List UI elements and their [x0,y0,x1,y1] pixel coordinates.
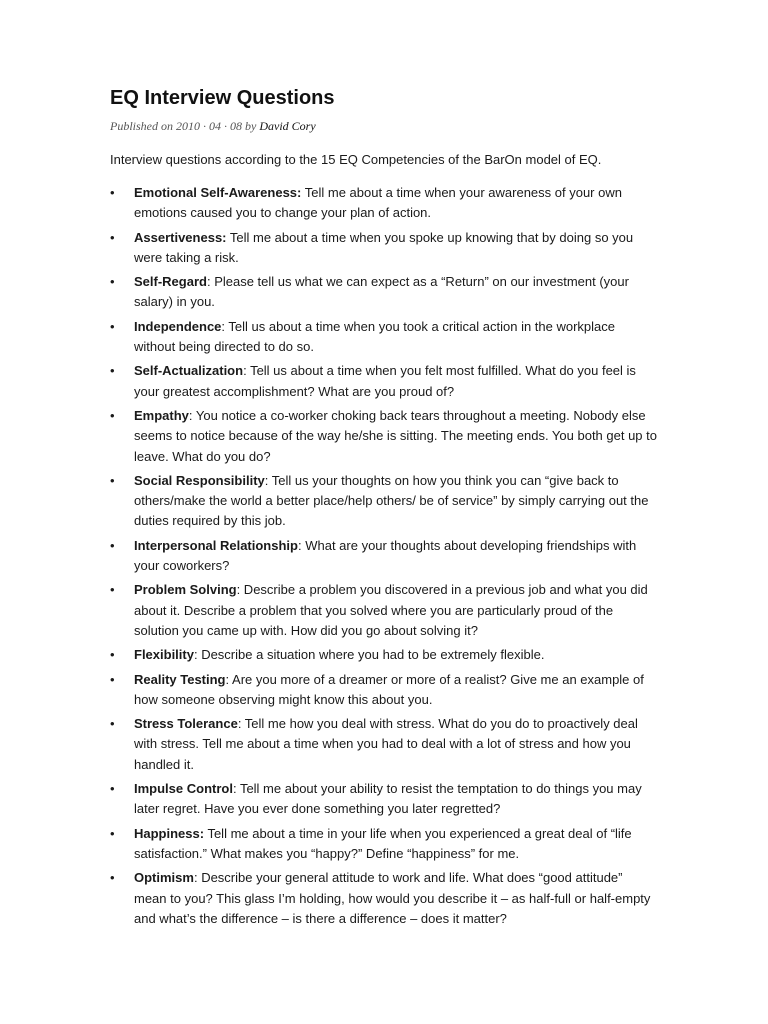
question-list [110,183,658,929]
question-text: : Tell us about a time when you felt most fulfilled. What do you feel is your greatest accomplishment? What are you proud of? [134,363,636,399]
competency-term: Social Responsibility [134,472,265,488]
bullet-icon: • [110,185,115,200]
question-item [110,183,658,224]
bullet-icon: • [110,825,115,841]
question-item [110,714,658,775]
bullet-icon: • [110,716,115,732]
question-item [110,536,658,577]
question-text: : Tell me about your ability to resist the temptation to do things you may later regret. Have you ever done something you later regretted? [134,781,642,817]
author-name: David Cory [259,119,316,133]
question-item [110,272,658,313]
question-item [110,868,658,929]
question-text: Tell me about a time in your life when you experienced a great deal of “life satisfaction.” What makes you “happy?” Define “happiness” for me. [134,825,632,861]
question-text: : Tell us your thoughts on how you think you can “give back to others/make the world a better place/help others/ be of service” by simply carrying out the duties required by this job. [134,472,649,529]
bullet-icon: • [110,870,115,886]
bullet-icon: • [110,472,115,488]
question-text: : You notice a co-worker choking back tears throughout a meeting. Nobody else seems to notice because of the way he/she is sitting. The meeting ends. You both get up to leave. What do you do? [134,407,657,464]
page-title: EQ Interview Questions [110,87,335,109]
bullet-icon: • [110,582,115,598]
bullet-icon: • [110,363,115,379]
competency-term: Flexibility [134,647,194,663]
competency-term: Independence [134,318,222,334]
competency-term: Empathy [134,407,189,423]
bullet-icon: • [110,229,115,245]
bullet-icon: • [110,781,115,797]
bullet-icon: • [110,671,115,687]
question-item [110,228,658,269]
question-item [110,471,658,532]
competency-term: Impulse Control [134,781,233,797]
question-text: : Please tell us what we can expect as a “Return” on our investment (your salary) in you. [134,274,629,310]
bullet-icon: • [110,318,115,334]
byline-prefix: Published on 2010 · 04 · 08 by [110,119,260,133]
question-text: : Describe a problem you discovered in a previous job and what you did about it. Describe a problem that you solved where you are particularly proud of the solution you came up with. How did you go about solving it? [134,582,648,638]
question-text: : What are your thoughts about developing friendships with your coworkers? [134,537,637,574]
question-text: : Describe your general attitude to work and life. What does “good attitude” mean to you? This glass I’m holding, how would you describe it – as half-full or half-empty and what’s the difference – is there a difference – does it matter? [134,870,651,926]
byline [110,118,658,134]
question-item [110,645,658,665]
competency-term: Self-Regard [134,274,207,290]
question-text: : Describe a situation where you had to be extremely flexible. [193,647,545,663]
question-item [110,580,658,641]
competency-term: Happiness: [134,825,205,841]
question-text: Tell me about a time when you spoke up knowing that by doing so you were taking a risk. [134,229,634,265]
question-text: : Are you more of a dreamer or more of a realist? Give me an example of how someone observing might know this about you. [134,671,644,707]
question-text: Tell me about a time when your awareness of your own emotions caused you to change your plan of action. [134,185,622,221]
question-item [110,317,658,358]
question-item [110,361,658,402]
question-item [110,670,658,711]
competency-term: Assertiveness: [134,229,227,245]
question-item [110,779,658,820]
bullet-icon: • [110,537,115,553]
question-item [110,406,658,467]
competency-term: Self-Actualization [134,363,244,379]
competency-term: Stress Tolerance [134,716,238,732]
question-item [110,824,658,865]
intro-paragraph: Interview questions according to the 15 EQ Competencies of the BarOn model of EQ. [110,152,602,167]
question-text: : Tell me how you deal with stress. What do you do to proactively deal with stress. Tell me about a time when you had to deal with a lot of stress and how you handled it. [134,716,638,772]
competency-term: Emotional Self-Awareness: [134,185,302,200]
document-page [110,84,658,933]
competency-term: Interpersonal Relationship [134,537,298,553]
competency-term: Optimism [134,870,194,886]
competency-term: Problem Solving [134,582,237,598]
competency-term: Reality Testing [134,671,226,687]
bullet-icon: • [110,647,115,663]
question-text: : Tell us about a time when you took a critical action in the workplace without being directed to do so. [134,318,616,355]
bullet-icon: • [110,407,115,423]
bullet-icon: • [110,274,115,290]
